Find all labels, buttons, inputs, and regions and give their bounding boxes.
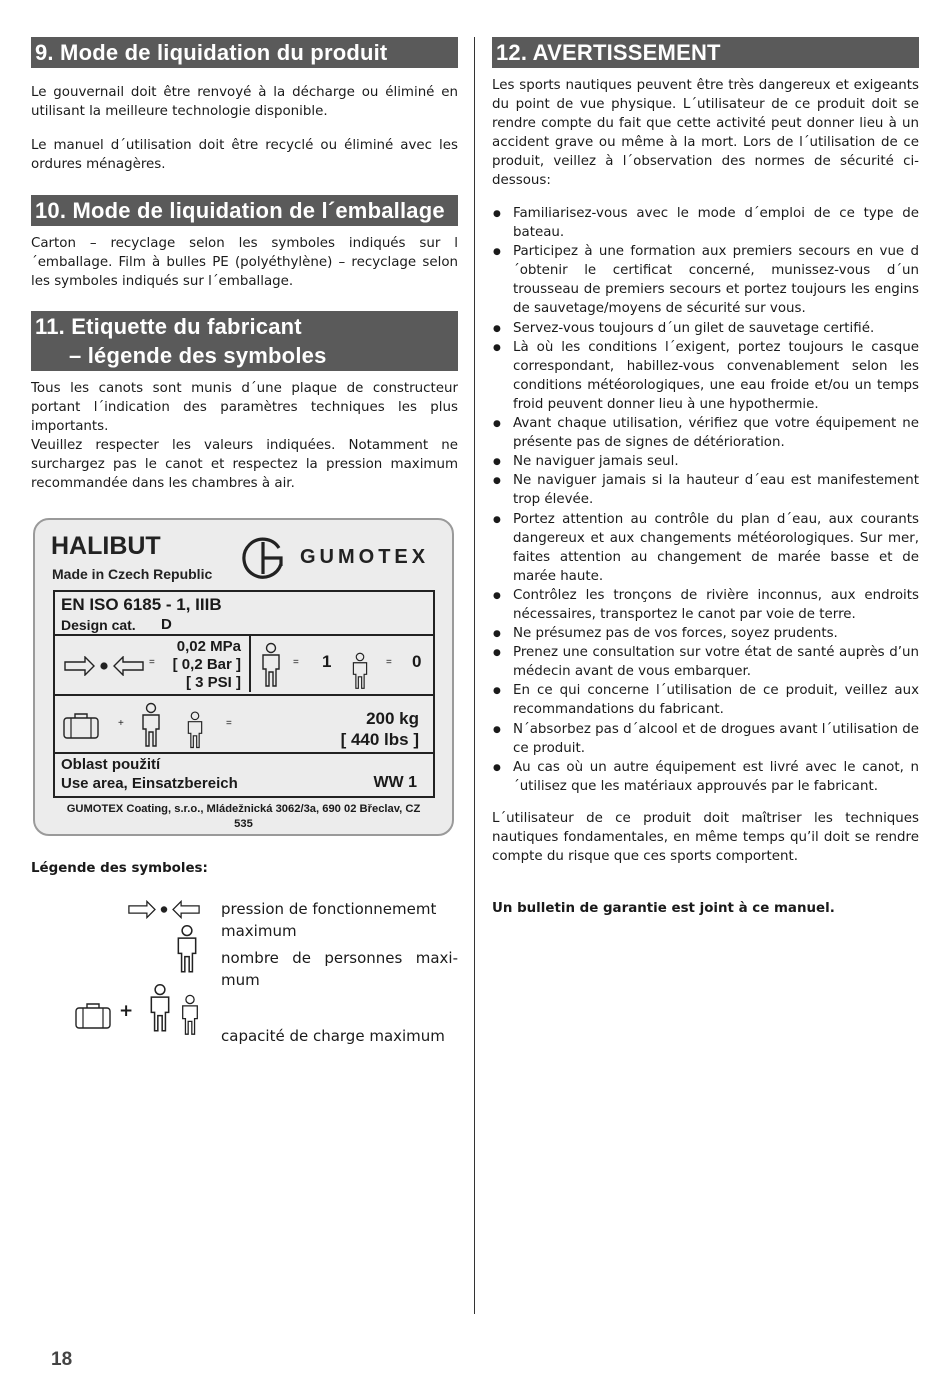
legend-load-child-icon bbox=[179, 994, 201, 1036]
symbol-legend bbox=[31, 888, 458, 1058]
section-11-paragraph-1: Tous les canots sont munis d´une plaque de constructeur portant l´indication des paramètres techniques les plus importants. bbox=[31, 381, 458, 434]
list-item: ● Ne naviguer jamais si la hauteur d´eau est manifestement trop élevée. bbox=[492, 471, 919, 509]
adult-person-icon bbox=[259, 642, 283, 688]
plate-footer-line-2: 535 bbox=[234, 818, 253, 830]
manufacturer-plate bbox=[33, 518, 454, 836]
warranty-note: Un bulletin de garantie est joint à ce manuel. bbox=[492, 900, 835, 916]
legend-persons-line-2: mum bbox=[221, 971, 260, 989]
list-item: ● Servez-vous toujours d´un gilet de sauvetage certifié. bbox=[492, 319, 919, 338]
load-child-icon bbox=[185, 710, 205, 750]
right-column bbox=[492, 37, 919, 918]
plate-eq-1: = bbox=[149, 657, 155, 668]
section-12-heading: 12. AVERTISSEMENT bbox=[492, 37, 919, 68]
column-divider bbox=[474, 37, 475, 1314]
plate-pressure-values bbox=[173, 638, 241, 692]
plate-area-label-en: Use area, Einsatzbereich bbox=[61, 775, 238, 792]
list-item: ● Au cas où un autre équipement est livré avec le canot, n´utilisez que les matériaux approuvés par le fabricant. bbox=[492, 758, 919, 796]
plate-pressure-mpa: 0,02 MPa bbox=[176, 638, 241, 655]
legend-capacity-text: capacité de charge maximum bbox=[221, 1027, 445, 1045]
plate-data-table bbox=[53, 590, 435, 798]
gumotex-logo-icon bbox=[239, 534, 287, 582]
plate-design-cat-label: Design cat. bbox=[61, 617, 136, 633]
list-item: ● Prenez une consultation sur votre état de santé auprès d’un médecin avant de vous embarquer. bbox=[492, 643, 919, 681]
section-9-paragraph-2: Le manuel d´utilisation doit être recyclé ou éliminé avec les ordures ménagères. bbox=[31, 138, 458, 172]
list-item: ● Participez à une formation aux premiers secours en vue d´obtenir le certificat concerné, munissez-vous d´un trousseau de premiers secours et portez toujours les engins de sauvetage/moyens de sécurité sur vous. bbox=[492, 242, 919, 318]
list-item: ● Avant chaque utilisation, vérifiez que votre équipement ne présente pas de signes de détérioration. bbox=[492, 414, 919, 452]
plate-row-standard bbox=[55, 592, 433, 636]
plate-plus: + bbox=[118, 718, 124, 729]
list-item: ● Là où les conditions l´exigent, portez toujours le casque correspondant, habillez-vous convenablement selon les conditions météorologiques, une eau froide et/ou un temps froid peuvent donner lieu à une hypothermie. bbox=[492, 338, 919, 414]
legend-title: Légende des symboles: bbox=[31, 861, 208, 876]
list-item: ● Ne naviguer jamais seul. bbox=[492, 452, 919, 471]
plate-area-label-cz: Oblast použití bbox=[61, 756, 161, 773]
legend-pressure-line-2: maximum bbox=[221, 922, 297, 940]
section-10-paragraph: Carton – recyclage selon les symboles indiqués sur l´emballage. Film à bulles PE (polyéthylène) – recyclage selon les symboles indiqués sur l´emballage. bbox=[31, 236, 458, 289]
plate-row-pressure-persons bbox=[55, 636, 433, 696]
plate-made-in: Made in Czech Republic bbox=[52, 566, 213, 582]
plate-model: HALIBUT bbox=[51, 532, 161, 560]
legend-load-adult-icon bbox=[147, 982, 173, 1034]
plate-row-use-area bbox=[55, 754, 433, 796]
legend-persons-text bbox=[221, 947, 458, 991]
list-item: ● Familiarisez-vous avec le mode d´emploi de ce type de bateau. bbox=[492, 204, 919, 242]
plate-standard: EN ISO 6185 - 1, IIIB bbox=[61, 595, 222, 614]
plate-brand: GUMOTEX bbox=[300, 546, 430, 568]
plate-eq-3: = bbox=[386, 657, 392, 668]
plate-eq-2: = bbox=[293, 657, 299, 668]
legend-pressure-text bbox=[221, 898, 458, 942]
section-10-heading: 10. Mode de liquidation de l´emballage bbox=[31, 195, 458, 226]
section-9-heading: 9. Mode de liquidation du produit bbox=[31, 37, 458, 68]
legend-pressure-icon bbox=[128, 900, 200, 919]
child-person-icon bbox=[350, 652, 370, 690]
safety-rules-list bbox=[492, 204, 919, 796]
plate-footer-line-1: GUMOTEX Coating, s.r.o., Mládežnická 3062/3a, 690 02 Břeclav, CZ bbox=[66, 803, 421, 815]
plate-load-kg: 200 kg bbox=[366, 709, 419, 728]
legend-plus: + bbox=[119, 1001, 134, 1021]
plate-row-load bbox=[55, 696, 433, 754]
pressure-arrows-icon bbox=[64, 656, 144, 676]
plate-design-cat-value: D bbox=[161, 616, 172, 633]
legend-luggage-icon bbox=[73, 1002, 113, 1030]
plate-area-value: WW 1 bbox=[373, 774, 417, 791]
plate-eq-4: = bbox=[226, 718, 232, 729]
list-item: ● Ne présumez pas de vos forces, soyez prudents. bbox=[492, 624, 919, 643]
luggage-icon bbox=[63, 712, 99, 740]
section-11-heading-line-1: 11. Etiquette du fabricant bbox=[35, 314, 302, 339]
legend-persons-line-1: nombre de personnes maxi- bbox=[221, 949, 458, 967]
section-9-paragraph-1: Le gouvernail doit être renvoyé à la décharge ou éliminé en utilisant la meilleure technologie disponible. bbox=[31, 85, 458, 119]
legend-pressure-line-1: pression de fonctionnememt bbox=[221, 900, 437, 918]
section-12-intro: Les sports nautiques peuvent être très dangereux et exigeants du point de vue physique. L´utilisateur de ce produit doit se rendre compte du fait que cette activité peut donner lieu à un accident grave ou même à la mort. Lors de l´utilisation de ce produit, veillez à l´observation des normes de sécurité ci-dessous: bbox=[492, 78, 919, 188]
plate-load-lbs: [ 440 lbs ] bbox=[340, 730, 419, 749]
list-item: ● En ce qui concerne l´utilisation de ce produit, veillez aux recommandations du fabricant. bbox=[492, 681, 919, 719]
plate-pressure-psi: [ 3 PSI ] bbox=[185, 674, 241, 691]
plate-pressure-bar: [ 0,2 Bar ] bbox=[172, 656, 241, 673]
page-number: 18 bbox=[51, 1349, 73, 1370]
plate-load-values bbox=[341, 708, 419, 750]
plate-adults: 1 bbox=[322, 652, 332, 671]
plate-children: 0 bbox=[412, 652, 422, 671]
section-11-heading-line-2: – légende des symboles bbox=[69, 343, 327, 368]
load-adult-icon bbox=[139, 700, 163, 750]
list-item: ● Portez attention au contrôle du plan d´eau, aux courants dangereux et aux changements météorologiques. Sur mer, faites attention au changement de marée basse et de marée haute. bbox=[492, 510, 919, 586]
legend-persons-icon bbox=[174, 924, 200, 974]
plate-footer bbox=[35, 802, 452, 832]
list-item: ● N´absorbez pas d´alcool et de drogues avant l´utilisation de ce produit. bbox=[492, 720, 919, 758]
list-item: ● Contrôlez les tronçons de rivière inconnus, aux endroits nécessaires, transportez le canot par voie de terre. bbox=[492, 586, 919, 624]
section-11-heading bbox=[31, 311, 458, 371]
left-column bbox=[31, 37, 458, 1058]
plate-vertical-divider bbox=[249, 636, 251, 692]
section-11-paragraph-2: Veuillez respecter les valeurs indiquées. Notamment ne surchargez pas le canot et respectez la pression maximum recommandée dans les chambres à air. bbox=[31, 438, 458, 491]
section-12-outro: L´utilisateur de ce produit doit maîtriser les techniques nautiques fondamentales, en même temps qu’il doit se rendre compte du risque que ces sports comportent. bbox=[492, 810, 919, 864]
